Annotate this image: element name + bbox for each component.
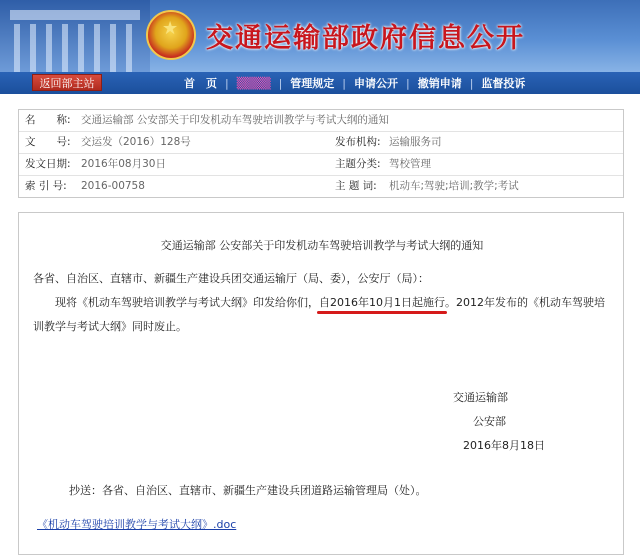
body-text: 现将《机动车驾驶培训教学与考试大纲》印发给你们， <box>55 296 319 309</box>
nav-bar <box>0 72 640 94</box>
date-value: 2016年08月30日 <box>81 158 166 170</box>
return-main-site-button[interactable]: 返回部主站 <box>32 74 102 91</box>
nav-item-home[interactable]: 首 页 <box>184 77 217 90</box>
nav-item-apply[interactable]: 申请公开 <box>354 77 398 90</box>
date-label: 发文日期: <box>25 158 71 170</box>
issuer-value: 运输服务司 <box>389 136 442 148</box>
document-info-table <box>18 109 624 198</box>
body-text: 。2012年发布的《机动车驾驶培 <box>445 296 605 309</box>
header-banner <box>0 0 640 72</box>
notice-body <box>18 212 624 555</box>
category-label: 主题分类: <box>335 158 381 170</box>
nav-menu: 首 页 | ▒▒▒▒ | 管理规定 | 申请公开 | 撤销申请 | 监督投诉 <box>176 72 533 94</box>
building-graphic <box>0 0 150 72</box>
info-row-name <box>19 110 623 132</box>
effective-date-highlight <box>319 296 445 309</box>
nav-item-regulations[interactable]: 管理规定 <box>290 77 335 90</box>
name-value: 交通运输部 公安部关于印发机动车驾驶培训教学与考试大纲的通知 <box>81 114 389 126</box>
index-label: 索 引 号: <box>25 180 67 192</box>
highlight-text: 自2016年10月1日起施行 <box>319 296 445 309</box>
site-title: 交通运输部政府信息公开 <box>206 23 525 54</box>
nav-item-highlighted[interactable]: ▒▒▒▒ <box>236 76 271 90</box>
national-emblem-icon: ★ <box>146 10 196 60</box>
keywords-value: 机动车;驾驶;培训;教学;考试 <box>389 180 519 192</box>
info-row-index <box>19 176 623 197</box>
attachment-link[interactable]: 《机动车驾驶培训教学与考试大纲》.doc <box>37 518 237 531</box>
issuer-label: 发布机构: <box>335 136 381 148</box>
notice-addressee: 各省、自治区、直辖市、新疆生产建设兵团交通运输厅（局、委），公安厅（局）： <box>33 272 429 285</box>
index-value: 2016-00758 <box>81 180 145 192</box>
docno-value: 交运发（2016）128号 <box>81 136 191 148</box>
signatory-public-security: 公安部 <box>473 415 506 428</box>
cc-line: 抄送：各省、自治区、直辖市、新疆生产建设兵团道路运输管理局（处）。 <box>69 484 427 497</box>
notice-title: 交通运输部 公安部关于印发机动车驾驶培训教学与考试大纲的通知 <box>160 239 484 252</box>
docno-label: 文 号: <box>25 136 71 148</box>
signature-date: 2016年8月18日 <box>463 439 545 452</box>
info-row-date <box>19 154 623 176</box>
nav-item-withdraw[interactable]: 撤销申请 <box>417 77 462 90</box>
notice-body-line: 训教学与考试大纲》同时废止。 <box>33 320 187 333</box>
notice-body-line <box>55 294 605 310</box>
red-underline-annotation <box>317 311 447 314</box>
info-row-docno <box>19 132 623 154</box>
signatory-transport-ministry: 交通运输部 <box>453 391 508 404</box>
keywords-label: 主 题 词: <box>335 180 377 192</box>
category-value: 驾校管理 <box>389 158 431 170</box>
nav-item-complaint[interactable]: 监督投诉 <box>481 77 526 90</box>
name-label: 名 称: <box>25 114 71 126</box>
